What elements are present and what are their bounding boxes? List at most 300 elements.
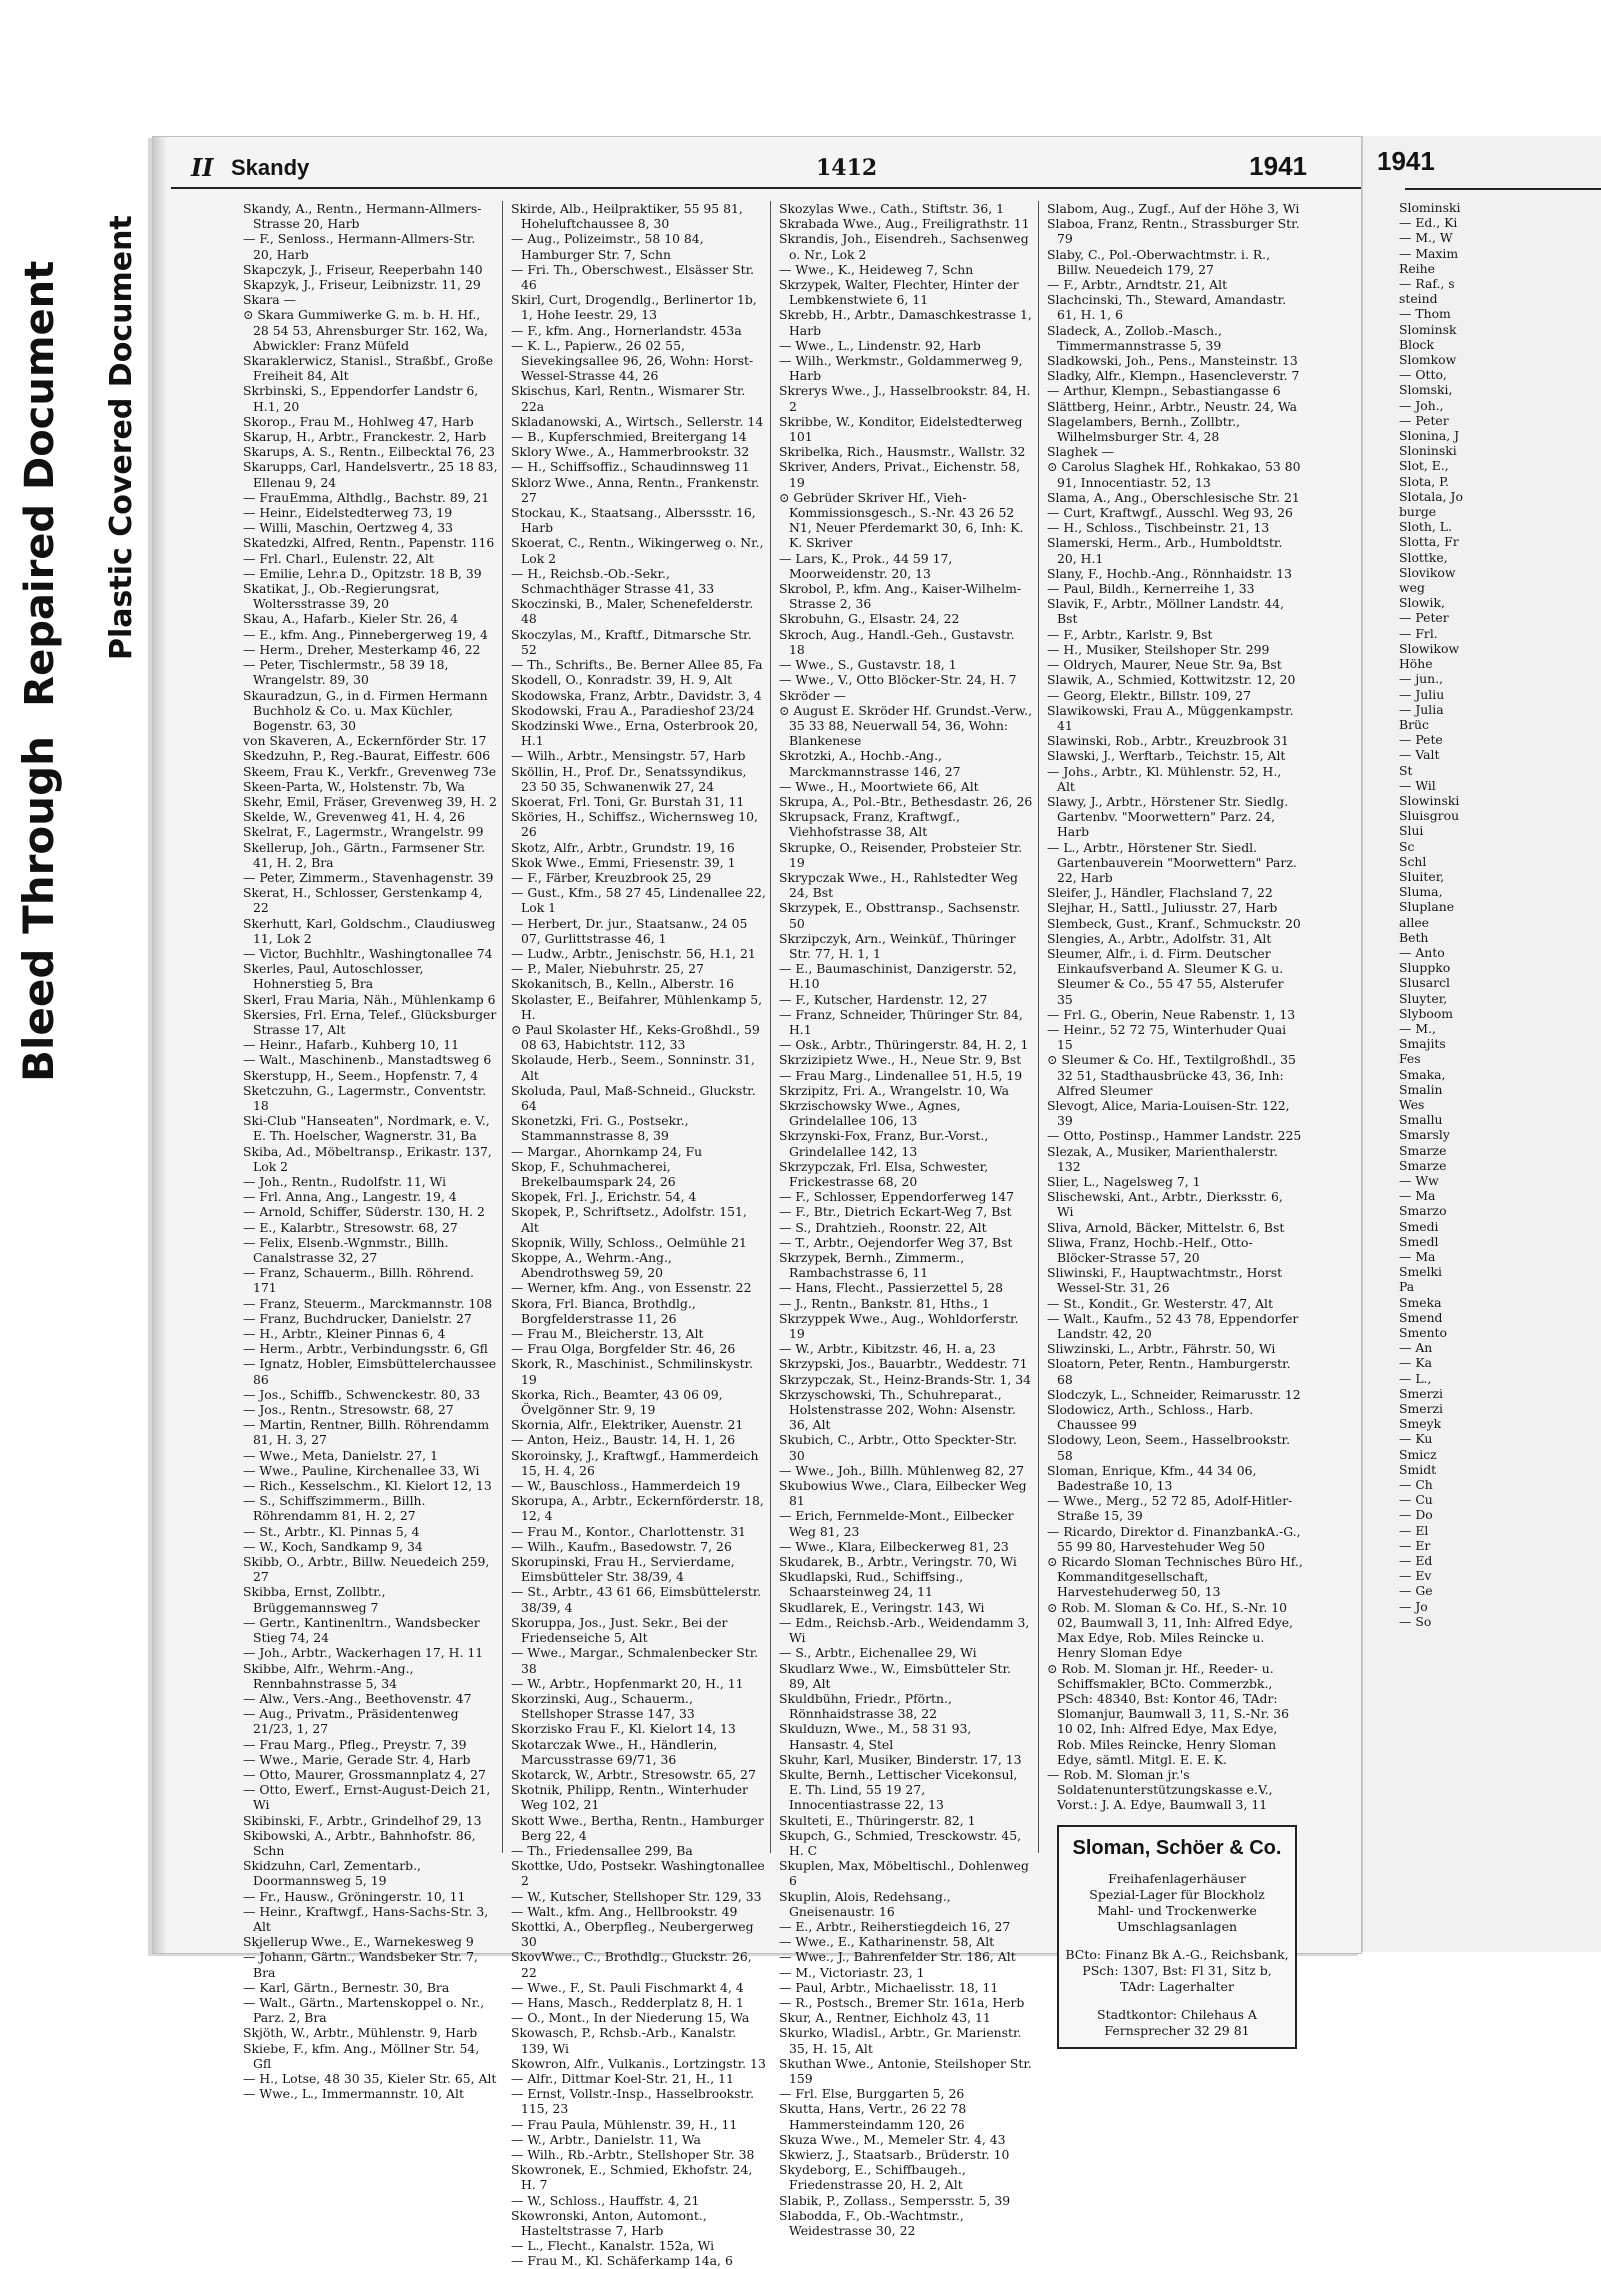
directory-entry: Skoruppa, Jos., Just. Sekr., Bei der Friedenseiche 5, Alt bbox=[511, 1614, 728, 1646]
directory-entry: Skulteti, E., Thüringerstr. 82, 1 bbox=[779, 1812, 976, 1828]
directory-entry: — Karl, Gärtn., Bernestr. 30, Bra bbox=[243, 1979, 450, 1995]
directory-entry: — W., Koch, Sandkamp 9, 34 bbox=[243, 1538, 423, 1554]
directory-entry: — Walt., Gärtn., Martenskoppel o. Nr., Parz. 2, Bra bbox=[243, 1994, 485, 2026]
adjacent-header-rule bbox=[1405, 188, 1601, 190]
adjacent-entry-fragment: Smaka, bbox=[1399, 1066, 1446, 1082]
directory-entry: Slodowy, Leon, Seem., Hasselbrookstr. 58 bbox=[1047, 1432, 1291, 1463]
directory-entry: — F., Senloss., Hermann-Allmers-Str. 20, Harb bbox=[243, 231, 476, 262]
directory-entry: — Jos., Rentn., Stresowstr. 68, 27 bbox=[243, 1402, 454, 1418]
directory-entry: — Erich, Fernmelde-Mont., Eilbecker Weg 81, 23 bbox=[779, 1508, 1014, 1539]
directory-entry: — H., Schloss., Tischbeinstr. 21, 13 bbox=[1047, 520, 1270, 536]
directory-entry: ⊙ Gebrüder Skriver Hf., Vieh-Kommissionsgesch., S.-Nr. 43 26 52 N1, Neuer Pferdemarkt 30, 6, Inh: K. K. Skriver bbox=[779, 489, 1024, 551]
directory-entry: Skoczinski, B., Maler, Schenefelderstr. 48 bbox=[511, 596, 754, 627]
directory-entry: — K. L., Papierw., 26 02 55, Sievekingsallee 96, 26, Wohn: Horst-Wessel-Strasse 44, 26 bbox=[511, 337, 754, 384]
directory-entry: Skjellerup Wwe., E., Warnekesweg 9 bbox=[243, 1934, 474, 1950]
directory-entry: Skriver, Anders, Privat., Eichenstr. 58, 19 bbox=[779, 459, 1021, 490]
directory-entry: — Wilh., Kaufm., Basedowstr. 7, 26 bbox=[511, 1538, 732, 1554]
directory-entry: — Felix, Elsenb.-Wgnmstr., Billh. Canalstrasse 32, 27 bbox=[243, 1234, 449, 1266]
directory-entry: Sleumer, Alfr., i. d. Firm. Deutscher Einkaufsverband A. Sleumer K G. u. Sleumer & Co., 55 47 55, Alsterufer 35 bbox=[1047, 945, 1284, 1007]
directory-entry: Skubich, C., Arbtr., Otto Speckter-Str. 30 bbox=[779, 1432, 1017, 1463]
directory-entry: Skottke, Udo, Postsekr. Washingtonallee 2 bbox=[511, 1858, 765, 1889]
directory-entry: Skrzyschowski, Th., Schuhreparat., Holstenstrasse 202, Wohn: Alsenstr. 36, Alt bbox=[779, 1386, 1016, 1433]
directory-entry: — F., Arbtr., Arndtstr. 21, Alt bbox=[1047, 277, 1228, 293]
directory-entry: Sloman, Enrique, Kfm., 44 34 06, Badestraße 10, 13 bbox=[1047, 1462, 1257, 1494]
directory-entry: Skiba, Ad., Möbeltransp., Erikastr. 137, Lok 2 bbox=[243, 1143, 492, 1174]
directory-entry: — W., Schloss., Hauffstr. 4, 21 bbox=[511, 2192, 700, 2208]
directory-entry: — Anton, Heiz., Baustr. 14, H. 1, 26 bbox=[511, 1432, 736, 1448]
adjacent-entry-fragment: Slomkow bbox=[1399, 352, 1457, 368]
directory-entry: Skrzypczak, St., Heinz-Brands-Str. 1, 34 bbox=[779, 1371, 1032, 1387]
directory-entry: Skeem, Frau K., Verkfr., Grevenweg 73e bbox=[243, 763, 497, 779]
directory-entry: Skutta, Hans, Vertr., 26 22 78 Hammersteindamm 120, 26 bbox=[779, 2101, 967, 2132]
adjacent-entry-fragment: Smarzo bbox=[1399, 1203, 1447, 1219]
directory-entry: — H., Lotse, 48 30 35, Kieler Str. 65, Alt bbox=[243, 2070, 497, 2086]
directory-entry: — Ludw., Arbtr., Jenischstr. 56, H.1, 21 bbox=[511, 945, 756, 961]
directory-entry: Skonetzki, Fri. G., Postsekr., Stammannstrasse 8, 39 bbox=[511, 1113, 689, 1144]
directory-entry: Skjöth, W., Arbtr., Mühlenstr. 9, Harb bbox=[243, 2025, 478, 2041]
directory-entry: Skarup, H., Arbtr., Franckestr. 2, Harb bbox=[243, 429, 487, 445]
plastic-covered-label: Plastic Covered Document bbox=[104, 215, 139, 660]
directory-entry: — F., Arbtr., Karlstr. 9, Bst bbox=[1047, 626, 1213, 642]
directory-entry: Skapczyk, J., Friseur, Reeperbahn 140 bbox=[243, 261, 483, 277]
directory-entry: Skrerys Wwe., J., Hasselbrookstr. 84, H. 2 bbox=[779, 383, 1031, 414]
directory-entry: — Wwe., E., Katharinenstr. 58, Alt bbox=[779, 1934, 995, 1950]
directory-entry: Sliwzinski, L., Arbtr., Fährstr. 50, Wi bbox=[1047, 1341, 1276, 1357]
directory-entry: — F., Färber, Kreuzbrook 25, 29 bbox=[511, 869, 712, 885]
directory-entry: — Wwe., Merg., 52 72 85, Adolf-Hitler-Straße 15, 39 bbox=[1047, 1493, 1293, 1524]
directory-entry: Slama, A., Ang., Oberschlesische Str. 21 bbox=[1047, 489, 1300, 505]
directory-entry: Skrzischowsky Wwe., Agnes, Grindelallee 106, 13 bbox=[779, 1097, 961, 1129]
adjacent-entry-fragment: — Pete bbox=[1399, 732, 1443, 748]
directory-entry: — Fri. Th., Oberschwest., Elsässer Str. 46 bbox=[511, 261, 755, 293]
directory-entry: — H., Arbtr., Kleiner Pinnas 6, 4 bbox=[243, 1326, 446, 1342]
directory-entry: — Frau M., Bleicherstr. 13, Alt bbox=[511, 1326, 704, 1342]
adjacent-entry-fragment: Slotala, Jo bbox=[1399, 488, 1463, 504]
directory-entry: — Wwe., L., Lindenstr. 92, Harb bbox=[779, 337, 981, 353]
adjacent-entry-fragment: Smento bbox=[1399, 1325, 1447, 1341]
adjacent-entry-fragment: — Ww bbox=[1399, 1173, 1439, 1188]
directory-entry: Sköllin, H., Prof. Dr., Senatssyndikus, 23 50 35, Schwanenwik 27, 24 bbox=[511, 763, 747, 794]
adjacent-entry-fragment: Slui bbox=[1399, 823, 1424, 839]
directory-entry: Skuza Wwe., M., Memeler Str. 4, 43 bbox=[779, 2131, 1006, 2147]
adjacent-entry-fragment: Beth bbox=[1399, 929, 1429, 945]
directory-entry: Skellerup, Joh., Gärtn., Farmsener Str. 41, H. 2, Bra bbox=[243, 839, 486, 870]
directory-entry: — Joh., Arbtr., Wackerhagen 17, H. 11 bbox=[243, 1645, 484, 1661]
directory-entry: — M., Victoriastr. 23, 1 bbox=[779, 1964, 925, 1980]
directory-entry: Skerat, H., Schlosser, Gerstenkamp 4, 22 bbox=[243, 885, 483, 916]
directory-entry: — Peter, Tischlermstr., 58 39 18, Wrangelstr. 89, 30 bbox=[243, 657, 449, 688]
directory-entry: — Heinr., 52 72 75, Winterhuder Quai 15 bbox=[1047, 1021, 1287, 1053]
directory-entry: — Heinr., Kraftwgf., Hans-Sachs-Str. 3, Alt bbox=[243, 1903, 489, 1934]
directory-entry: Skatikat, J., Ob.-Regierungsrat, Woltersstrasse 39, 20 bbox=[243, 581, 440, 612]
adjacent-entry-fragment: — El bbox=[1399, 1522, 1429, 1538]
directory-entry: Skolaude, Herb., Seem., Sonninstr. 31, Alt bbox=[511, 1052, 755, 1083]
directory-entry: Sliwa, Franz, Hochb.-Helf., Otto-Blöcker-Strasse 57, 20 bbox=[1047, 1234, 1253, 1266]
directory-entry: — Ernst, Vollstr.-Insp., Hasselbrookstr. 115, 23 bbox=[511, 2086, 755, 2117]
directory-entry: — Walt., Maschinenb., Manstadtsweg 6 bbox=[243, 1052, 492, 1068]
directory-entry: Slengies, A., Arbtr., Adolfstr. 31, Alt bbox=[1047, 930, 1272, 946]
directory-entry: — Johann, Gärtn., Wandsbeker Str. 7, Bra bbox=[243, 1949, 478, 1980]
directory-entry: Slamerski, Herm., Arb., Humboldtstr. 20, H.1 bbox=[1047, 535, 1283, 566]
adjacent-entry-fragment: — Ev bbox=[1399, 1568, 1432, 1584]
directory-entry: Skoerat, Frl. Toni, Gr. Burstah 31, 11 bbox=[511, 793, 745, 809]
column-3 bbox=[779, 201, 1039, 2239]
directory-entry: — Aug., Privatm., Präsidentenweg 21/23, 1, 27 bbox=[243, 1706, 459, 1737]
directory-entry: — L., Flecht., Kanalstr. 152a, Wi bbox=[511, 2238, 715, 2254]
advert-spacer bbox=[1065, 1935, 1289, 1947]
adjacent-entry-fragment: — Peter bbox=[1399, 412, 1449, 428]
page-header bbox=[171, 147, 1361, 189]
directory-entry: — O., Mont., In der Niederung 15, Wa bbox=[511, 2010, 750, 2026]
directory-entry: Slawikowski, Frau A., Müggenkampstr. 41 bbox=[1047, 702, 1294, 733]
directory-entry: Sliva, Arnold, Bäcker, Mittelstr. 6, Bst bbox=[1047, 1219, 1285, 1235]
directory-entry: Skudlarek, E., Veringstr. 143, Wi bbox=[779, 1599, 985, 1615]
directory-entry: Skuthan Wwe., Antonie, Steilshoper Str. 159 bbox=[779, 2055, 1032, 2086]
directory-entry: Skrupsack, Franz, Kraftwgf., Viehhofstrasse 38, Alt bbox=[779, 809, 960, 840]
catchword: Skandy bbox=[231, 155, 310, 180]
directory-entry: — Wwe., H., Moortwiete 66, Alt bbox=[779, 778, 979, 794]
directory-entry: — Margar., Ahornkamp 24, Fu bbox=[511, 1143, 703, 1159]
directory-entry: — Wwe., F., St. Pauli Fischmarkt 4, 4 bbox=[511, 1979, 744, 1995]
directory-entry: Skidzuhn, Carl, Zementarb., Doormannsweg 5, 19 bbox=[243, 1858, 421, 1889]
adjacent-entry-fragment: Sluppko bbox=[1399, 960, 1451, 976]
adjacent-entry-fragment: — Ed bbox=[1399, 1553, 1433, 1569]
directory-entry: — Edm., Reichsb.-Arb., Weidendamm 3, Wi bbox=[779, 1614, 1030, 1646]
directory-page bbox=[152, 136, 1362, 2269]
directory-entry: Skorop., Frau M., Hohlweg 47, Harb bbox=[243, 413, 474, 429]
directory-entry: — Frau Marg., Pfleg., Preystr. 7, 39 bbox=[243, 1736, 467, 1752]
directory-entry: Skrandis, Joh., Eisendreh., Sachsenweg o. Nr., Lok 2 bbox=[779, 231, 1029, 262]
directory-entry: Sladeck, A., Zollob.-Masch., Timmermannstrasse 5, 39 bbox=[1047, 322, 1222, 353]
directory-entry: Skopek, P., Schriftsetz., Adolfstr. 151, Alt bbox=[511, 1204, 747, 1235]
column-2 bbox=[511, 201, 771, 2269]
advert-line: Spezial-Lager für Blockholz bbox=[1089, 1886, 1265, 1902]
directory-entry: Ski-Club "Hanseaten", Nordmark, e. V., E. Th. Hoelscher, Wagnerstr. 31, Ba bbox=[243, 1113, 490, 1144]
adjacent-entry-fragment: — Raf., s bbox=[1399, 276, 1455, 292]
directory-entry: Skirl, Curt, Drogendlg., Berlinertor 1b, 1, Hohe Ieestr. 29, 13 bbox=[511, 292, 757, 323]
directory-entry: Skandy, A., Rentn., Hermann-Allmers-Strasse 20, Harb bbox=[243, 201, 482, 232]
adjacent-entry-fragment: Slovikow bbox=[1399, 564, 1456, 580]
directory-entry: ⊙ Ricardo Sloman Technisches Büro Hf., Kommanditgesellschaft, Harvestehuderweg 50, 13 bbox=[1047, 1554, 1303, 1600]
adjacent-entry-fragment: Smeyk bbox=[1399, 1416, 1442, 1432]
directory-entry: Slejhar, H., Sattl., Juliusstr. 27, Harb bbox=[1047, 900, 1278, 916]
directory-entry: Skischus, Karl, Rentn., Wismarer Str. 22a bbox=[511, 383, 746, 414]
directory-entry: Slischewski, Ant., Arbtr., Dierksstr. 6, Wi bbox=[1047, 1189, 1283, 1220]
directory-entry: — Georg, Elektr., Billstr. 109, 27 bbox=[1047, 687, 1252, 703]
directory-entry: — S., Drahtzieh., Roonstr. 22, Alt bbox=[779, 1219, 987, 1235]
adjacent-entry-fragment: — jun., bbox=[1399, 671, 1444, 687]
directory-entry: — Wwe., Pauline, Kirchenallee 33, Wi bbox=[243, 1462, 480, 1478]
directory-entry: — Frl. Charl., Eulenstr. 22, Alt bbox=[243, 550, 434, 566]
directory-entry: Skirde, Alb., Heilpraktiker, 55 95 81, Hoheluftchaussee 8, 30 bbox=[511, 201, 743, 232]
directory-entry: — Willi, Maschin, Oertzweg 4, 33 bbox=[243, 520, 454, 536]
directory-entry: Skibbe, Alfr., Wehrm.-Ang., Rennbahnstrasse 5, 34 bbox=[243, 1660, 414, 1691]
adjacent-entry-fragment: Smarze bbox=[1399, 1157, 1447, 1173]
directory-entry: — Frau M., Kl. Schäferkamp 14a, 6 bbox=[511, 2253, 733, 2269]
adjacent-entry-fragment: Slomski, bbox=[1399, 382, 1453, 398]
directory-entry: ⊙ Skara Gummiwerke G. m. b. H. Hf., 28 54 53, Ahrensburger Str. 162, Wa, Abwickler: Franz Müfeld bbox=[243, 307, 488, 353]
directory-entry: Skröder — bbox=[779, 687, 846, 703]
directory-entry: Skelrat, F., Lagermstr., Wrangelstr. 99 bbox=[243, 824, 484, 840]
adjacent-entry-fragment: — Maxim bbox=[1399, 245, 1459, 261]
directory-entry: — Rich., Kesselschm., Kl. Kielort 12, 13 bbox=[243, 1478, 492, 1494]
advert-line: Freihafenlagerhäuser bbox=[1108, 1870, 1246, 1886]
directory-entry: — Otto, Postinsp., Hammer Landstr. 225 bbox=[1047, 1128, 1302, 1144]
directory-entry: von Skaveren, A., Eckernförder Str. 17 bbox=[243, 733, 487, 749]
directory-entry: — W., Arbtr., Danielstr. 11, Wa bbox=[511, 2131, 701, 2147]
directory-entry: Sloatorn, Peter, Rentn., Hamburgerstr. 68 bbox=[1047, 1356, 1291, 1387]
directory-entry: — P., Maler, Niebuhrstr. 25, 27 bbox=[511, 961, 704, 977]
advert-line: Stadtkontor: Chilehaus A bbox=[1097, 2006, 1257, 2022]
directory-entry: Slany, F., Hochb.-Ang., Rönnhaidstr. 13 bbox=[1047, 565, 1293, 581]
directory-entry: Skrzyppek Wwe., Aug., Wohldorferstr. 19 bbox=[779, 1310, 1019, 1342]
adjacent-entry-fragment: — Ka bbox=[1399, 1355, 1432, 1371]
directory-entry: Skokanitsch, B., Kelln., Alberstr. 16 bbox=[511, 976, 734, 992]
directory-entry: Skopek, Frl. J., Erichstr. 54, 4 bbox=[511, 1189, 697, 1205]
directory-entry: — St., Arbtr., 43 61 66, Eimsbüttelerstr. 38/39, 4 bbox=[511, 1584, 762, 1615]
directory-entry: — H., Reichsb.-Ob.-Sekr., Schmachthäger Strasse 41, 33 bbox=[511, 565, 715, 597]
directory-entry: Skozylas Wwe., Cath., Stiftstr. 36, 1 bbox=[779, 201, 1005, 216]
adjacent-entry-fragment: Slominski bbox=[1399, 200, 1461, 215]
directory-entry: — L., Arbtr., Hörstener Str. Siedl. Gartenbauverein "Moorwettern" Parz. 22, Harb bbox=[1047, 839, 1297, 885]
directory-entry: Skowron, Alfr., Vulkanis., Lortzingstr. 13 bbox=[511, 2055, 766, 2071]
directory-entry: Skulte, Bernh., Lettischer Vicekonsul, E. Th. Lind, 55 19 27, Innocentiastrasse 22, 13 bbox=[779, 1766, 1018, 1813]
adjacent-entry-fragment: St bbox=[1399, 762, 1413, 778]
directory-entry: — FrauEmma, Althdlg., Bachstr. 89, 21 bbox=[243, 489, 490, 505]
directory-entry: ⊙ Paul Skolaster Hf., Keks-Großhdl., 59 08 63, Habichtstr. 112, 33 bbox=[511, 1021, 760, 1053]
adjacent-entry-fragment: — Ma bbox=[1399, 1188, 1436, 1204]
directory-entry: — Heinr., Hafarb., Kuhberg 10, 11 bbox=[243, 1037, 460, 1053]
adjacent-entry-fragment: — Ge bbox=[1399, 1583, 1433, 1599]
adjacent-entry-fragment: — Ma bbox=[1399, 1249, 1436, 1265]
directory-entry: — F., kfm. Ang., Hornerlandstr. 453a bbox=[511, 322, 742, 338]
directory-entry: Skrzypek, Bernh., Zimmerm., Rambachstrasse 6, 11 bbox=[779, 1250, 965, 1281]
adjacent-entry-fragment: — Er bbox=[1399, 1537, 1431, 1553]
directory-entry: Skauradzun, G., in d. Firmen Hermann Buchholz & Co. u. Max Küchler, Bogenstr. 63, 30 bbox=[243, 687, 488, 733]
adjacent-entry-fragment: Smicz bbox=[1399, 1446, 1437, 1462]
directory-entry: Skurko, Wladisl., Arbtr., Gr. Marienstr. 35, H. 15, Alt bbox=[779, 2025, 1022, 2056]
adjacent-entry-fragment: Sluyter, bbox=[1399, 990, 1448, 1006]
adjacent-entry-fragment: — Ch bbox=[1399, 1477, 1433, 1493]
adjacent-entry-fragment: — Jo bbox=[1399, 1598, 1428, 1614]
adjacent-entry-fragment: — Ed., Ki bbox=[1399, 215, 1458, 231]
directory-entry: Slagelambers, Bernh., Zollbtr., Wilhelmsburger Str. 4, 28 bbox=[1047, 413, 1241, 445]
directory-entry: — Frau M., Kontor., Charlottenstr. 31 bbox=[511, 1523, 746, 1539]
directory-entry: Skau, A., Hafarb., Kieler Str. 26, 4 bbox=[243, 611, 458, 627]
directory-entry: Skotnik, Philipp, Rentn., Winterhuder Weg 102, 21 bbox=[511, 1782, 748, 1813]
directory-entry: Skorupinski, Frau H., Servierdame, Eimsbütteler Str. 38/39, 4 bbox=[511, 1554, 735, 1585]
adjacent-entry-fragment: Smerzi bbox=[1399, 1401, 1443, 1417]
adjacent-entry-fragment: Slowinski bbox=[1399, 792, 1460, 808]
adjacent-entry-fragment: — Joh., bbox=[1399, 397, 1444, 413]
directory-entry: Skorupa, A., Arbtr., Eckernförderstr. 18, 12, 4 bbox=[511, 1493, 764, 1524]
directory-entry: Slezak, A., Musiker, Marienthalerstr. 132 bbox=[1047, 1143, 1278, 1174]
directory-entry: Slaghek — bbox=[1047, 444, 1114, 460]
directory-entry: — Walt., Kaufm., 52 43 78, Eppendorfer Landstr. 42, 20 bbox=[1047, 1310, 1299, 1342]
directory-entry: Skrupa, A., Pol.-Btr., Bethesdastr. 26, 26 bbox=[779, 793, 1033, 809]
directory-entry: Skaraklerwicz, Stanisl., Straßbf., Große Freiheit 84, Alt bbox=[243, 353, 494, 384]
directory-entry: Skrzipitz, Fri. A., Wrangelstr. 10, Wa bbox=[779, 1082, 1009, 1098]
adjacent-entry-fragment: Smedi bbox=[1399, 1218, 1439, 1234]
directory-entry: — S., Schiffszimmerm., Billh. Röhrendamm 81, H. 2, 27 bbox=[243, 1493, 426, 1524]
directory-entry: Skwierz, J., Staatsarb., Brüderstr. 10 bbox=[779, 2147, 1010, 2162]
directory-entry: Skoroinsky, J., Kraftwgf., Hammerdeich 15, H. 4, 26 bbox=[511, 1447, 759, 1478]
adjacent-entry-fragment: Pa bbox=[1399, 1279, 1415, 1295]
directory-entry: Skrbinski, S., Eppendorfer Landstr 6, H.1, 20 bbox=[243, 383, 479, 414]
directory-entry: Sketczuhn, G., Lagermstr., Conventstr. 18 bbox=[243, 1082, 487, 1113]
directory-entry: Skribbe, W., Konditor, Eidelstedterweg 101 bbox=[779, 413, 1023, 445]
adjacent-entry-fragment: Sluma, bbox=[1399, 884, 1443, 900]
directory-entry: Sladkowski, Joh., Pens., Mansteinstr. 13 bbox=[1047, 353, 1298, 369]
directory-entry: — Arthur, Klempn., Sebastiangasse 6 bbox=[1047, 383, 1281, 399]
adjacent-entry-fragment: — Ku bbox=[1399, 1431, 1433, 1447]
adjacent-entry-fragment: Smallu bbox=[1399, 1112, 1443, 1128]
adjacent-entry-fragment: Schl bbox=[1399, 853, 1427, 869]
directory-entry: Skubowius Wwe., Clara, Eilbecker Weg 81 bbox=[779, 1478, 1027, 1509]
advert-line: Fernsprecher 32 29 81 bbox=[1104, 2022, 1250, 2038]
adjacent-entry-fragment: Smerzi bbox=[1399, 1385, 1443, 1401]
directory-entry: Skara — bbox=[243, 292, 297, 308]
adjacent-entry-fragment: Slowikow bbox=[1399, 640, 1460, 656]
adjacent-entry-fragment: Sloninski bbox=[1399, 443, 1457, 459]
directory-entry: Slättberg, Heinr., Arbtr., Neustr. 24, Wa bbox=[1047, 398, 1298, 414]
directory-entry: — Frl. Else, Burggarten 5, 26 bbox=[779, 2086, 965, 2102]
directory-entry: — Emilie, Lehr.a D., Opitzstr. 18 B, 39 bbox=[243, 565, 482, 581]
directory-entry: Skott Wwe., Bertha, Rentn., Hamburger Berg 22, 4 bbox=[511, 1812, 764, 1843]
directory-entry: Slier, L., Nagelsweg 7, 1 bbox=[1047, 1174, 1201, 1189]
directory-entry: Skroch, Aug., Handl.-Geh., Gustavstr. 18 bbox=[779, 626, 1015, 657]
adjacent-entry-fragment: — Thom bbox=[1399, 306, 1451, 322]
directory-entry: — Frau Paula, Mühlenstr. 39, H., 11 bbox=[511, 2116, 738, 2132]
directory-entry: Slavik, F., Arbtr., Möllner Landstr. 44, Bst bbox=[1047, 596, 1285, 627]
directory-entry: — Herbert, Dr. jur., Staatsanw., 24 05 07, Gurlittstrasse 46, 1 bbox=[511, 915, 748, 946]
directory-entry: Slabom, Aug., Zugf., Auf der Höhe 3, Wi bbox=[1047, 201, 1300, 216]
directory-entry: — Jos., Schiffb., Schwenckestr. 80, 33 bbox=[243, 1386, 481, 1402]
adjacent-entry-fragment: Sluisgrou bbox=[1399, 808, 1460, 824]
directory-entry: Skoczylas, M., Kraftf., Ditmarsche Str. 52 bbox=[511, 626, 752, 657]
adjacent-entry-fragment: Smelki bbox=[1399, 1264, 1443, 1280]
directory-entry: Skolaster, E., Beifahrer, Mühlenkamp 5, H. bbox=[511, 991, 763, 1022]
directory-entry: Skowronek, E., Schmied, Ekhofstr. 24, H. 7 bbox=[511, 2162, 753, 2193]
directory-entry: — St., Arbtr., Kl. Pinnas 5, 4 bbox=[243, 1523, 420, 1539]
directory-entry: Skrzypek, Walter, Flechter, Hinter der Lembkenstwiete 6, 11 bbox=[779, 277, 1019, 308]
adjacent-entry-fragment: — M., W bbox=[1399, 230, 1453, 246]
directory-entry: Skarupps, Carl, Handelsvertr., 25 18 83, Ellenau 9, 24 bbox=[243, 459, 498, 490]
adjacent-entry-fragment: Sc bbox=[1399, 838, 1415, 854]
directory-entry: — B., Kupferschmied, Breitergang 14 bbox=[511, 429, 747, 445]
directory-entry: Skulduzn, Wwe., M., 58 31 93, Hansastr. 4, Stel bbox=[779, 1721, 972, 1752]
directory-entry: Sklorz Wwe., Anna, Rentn., Frankenstr. 27 bbox=[511, 474, 760, 505]
directory-entry: Skowasch, P., Rchsb.-Arb., Kanalstr. 139, Wi bbox=[511, 2025, 737, 2056]
directory-entry: Skarups, A. S., Rentn., Eilbecktal 76, 23 bbox=[243, 444, 495, 460]
adjacent-entry-fragment: Slota, P. bbox=[1399, 473, 1449, 489]
adjacent-entry-fragment: Block bbox=[1399, 336, 1434, 352]
directory-entry: — Ricardo, Direktor d. FinanzbankA.-G., 55 99 80, Harvestehuder Weg 50 bbox=[1047, 1523, 1301, 1554]
directory-entry: Skudlapski, Rud., Schiffsing., Schaarsteinweg 24, 11 bbox=[779, 1569, 964, 1600]
directory-entry: — Frl. G., Oberin, Neue Rabenstr. 1, 13 bbox=[1047, 1006, 1296, 1022]
adjacent-entry-fragment: steind bbox=[1399, 291, 1438, 307]
directory-entry: Skibowski, A., Arbtr., Bahnhofstr. 86, Schn bbox=[243, 1827, 476, 1858]
adjacent-entry-fragment: Slottke, bbox=[1399, 549, 1448, 565]
directory-entry: — Ignatz, Hobler, Eimsbüttelerchaussee 86 bbox=[243, 1356, 497, 1387]
adjacent-entry-fragment: Slusarcl bbox=[1399, 975, 1451, 991]
directory-entry: Slodczyk, L., Schneider, Reimarusstr. 12 bbox=[1047, 1386, 1301, 1402]
adjacent-entry-fragment: Slot, E., bbox=[1399, 458, 1449, 474]
directory-entry: — Paul, Bildh., Kernerreihe 1, 33 bbox=[1047, 581, 1255, 597]
advert-line: Umschlagsanlagen bbox=[1116, 1918, 1238, 1934]
directory-entry: Skerl, Frau Maria, Näh., Mühlenkamp 6 bbox=[243, 991, 496, 1007]
adjacent-entry-fragment: — Anto bbox=[1399, 944, 1445, 960]
adjacent-entry-fragment: burge bbox=[1399, 504, 1437, 520]
bleed-through-text: Bleed Through bbox=[14, 735, 63, 1082]
directory-entry: — Frau Olga, Borgfelder Str. 46, 26 bbox=[511, 1341, 736, 1357]
directory-entry: Skop, F., Schuhmacherei, Brekelbaumspark 24, 26 bbox=[511, 1158, 676, 1189]
directory-entry: — Wwe., Margar., Schmalenbecker Str. 38 bbox=[511, 1645, 759, 1676]
directory-entry: Skrupke, O., Reisender, Probsteier Str. 19 bbox=[779, 839, 1023, 870]
directory-entry: Skorzinski, Aug., Schauerm., Stellshoper Strasse 147, 33 bbox=[511, 1690, 695, 1722]
adjacent-entry-fragment: — Wil bbox=[1399, 777, 1436, 793]
directory-entry: Slabik, P., Zollass., Sempersstr. 5, 39 bbox=[779, 2192, 1011, 2208]
directory-entry: Skuhr, Karl, Musiker, Binderstr. 17, 13 bbox=[779, 1751, 1022, 1767]
directory-entry: Skydeborg, E., Schiffbaugeh., Friedenstrasse 20, H. 2, Alt bbox=[779, 2162, 966, 2193]
directory-entry: Skornia, Alfr., Elektriker, Auenstr. 21 bbox=[511, 1417, 744, 1433]
directory-entry: Skowronski, Anton, Automont., Hasteltstrasse 7, Harb bbox=[511, 2207, 707, 2239]
directory-entry: — Wilh., Arbtr., Mensingstr. 57, Harb bbox=[511, 748, 746, 764]
directory-entry: — Wilh., Werkmstr., Goldammerweg 9, Harb bbox=[779, 353, 1023, 384]
directory-entry: — Wwe., J., Bahrenfelder Str. 186, Alt bbox=[779, 1949, 1016, 1965]
directory-entry: Slodowicz, Arth., Schloss., Harb. Chaussee 99 bbox=[1047, 1402, 1254, 1433]
adjacent-entry-fragment: Reihe bbox=[1399, 260, 1435, 276]
directory-entry: — Wilh., Rb.-Arbtr., Stellshoper Str. 38 bbox=[511, 2147, 755, 2162]
directory-entry: Skorka, Rich., Beamter, 43 06 09, Övelgönner Str. 9, 19 bbox=[511, 1386, 723, 1418]
directory-entry: Skrebb, H., Arbtr., Damaschkestrasse 1, Harb bbox=[779, 307, 1032, 338]
directory-entry: ⊙ August E. Skröder Hf. Grundst.-Verw., 35 33 88, Neuerwall 54, 36, Wohn: Blankenese bbox=[779, 702, 1033, 749]
adjacent-entry-fragment: — Juliu bbox=[1399, 686, 1445, 702]
directory-entry: Slaboa, Franz, Rentn., Strassburger Str. 79 bbox=[1047, 216, 1300, 247]
adjacent-entry-fragment: — L., bbox=[1399, 1370, 1432, 1386]
directory-entry: Stockau, K., Staatsang., Alberssstr. 16, Harb bbox=[511, 505, 756, 536]
volume-number: II bbox=[191, 153, 214, 182]
directory-entry: Skrzipczyk, Arn., Weinküf., Thüringer Str. 77, H. 1, 1 bbox=[779, 930, 1016, 961]
directory-entry: Skribelka, Rich., Hausmstr., Wallstr. 32 bbox=[779, 444, 1026, 460]
company-advert-box bbox=[1057, 1825, 1297, 2049]
directory-entry: Sleifer, J., Händler, Flachsland 7, 22 bbox=[1047, 885, 1273, 901]
directory-entry: — F., Btr., Dietrich Eckart-Weg 7, Bst bbox=[779, 1204, 1012, 1220]
directory-entry: Slawinski, Rob., Arbtr., Kreuzbrook 31 bbox=[1047, 733, 1289, 749]
adjacent-entry-fragment: Smarsly bbox=[1399, 1127, 1450, 1143]
directory-entry: Skrzynski-Fox, Franz, Bur.-Vorst., Grindelallee 142, 13 bbox=[779, 1128, 989, 1159]
directory-entry: — Franz, Steuerm., Marckmannstr. 108 bbox=[243, 1295, 493, 1311]
directory-entry: Skrzypek, E., Obsttransp., Sachsenstr. 50 bbox=[779, 900, 1021, 931]
directory-entry: — Hans, Flecht., Passierzettel 5, 28 bbox=[779, 1280, 1004, 1296]
page-number: 1412 bbox=[816, 155, 878, 181]
directory-entry: Skodowska, Franz, Arbtr., Davidstr. 3, 4 bbox=[511, 687, 762, 703]
adjacent-entry-fragment: Fes bbox=[1399, 1051, 1421, 1067]
directory-entry: Skudarek, B., Arbtr., Veringstr. 70, Wi bbox=[779, 1554, 1017, 1570]
adjacent-entry-fragment: Sluplane bbox=[1399, 899, 1455, 915]
adjacent-entry-fragment: Slyboom bbox=[1399, 1005, 1454, 1021]
directory-entry: Skuldbühn, Friedr., Pförtn., Rönnhaidstrasse 38, 22 bbox=[779, 1690, 952, 1722]
directory-entry: — W., Kutscher, Stellshoper Str. 129, 33 bbox=[511, 1888, 762, 1904]
directory-entry: Skehr, Emil, Fräser, Grevenweg 39, H. 2 bbox=[243, 793, 497, 809]
directory-entry: — Franz, Buchdrucker, Danielstr. 27 bbox=[243, 1310, 472, 1326]
directory-entry: Sladky, Alfr., Klempn., Hasencleverstr. 7 bbox=[1047, 368, 1300, 384]
directory-entry: — T., Arbtr., Oejendorfer Weg 37, Bst bbox=[779, 1234, 1013, 1250]
directory-entry: Sköries, H., Schiffsz., Wichernsweg 10, 26 bbox=[511, 809, 758, 840]
directory-entry: Skersies, Frl. Erna, Telef., Glücksburger Strasse 17, Alt bbox=[243, 1006, 497, 1037]
directory-entry: Skodzinski Wwe., Erna, Osterbrook 20, H.1 bbox=[511, 717, 759, 749]
directory-entry: Skodell, O., Konradstr. 39, H. 9, Alt bbox=[511, 672, 733, 688]
